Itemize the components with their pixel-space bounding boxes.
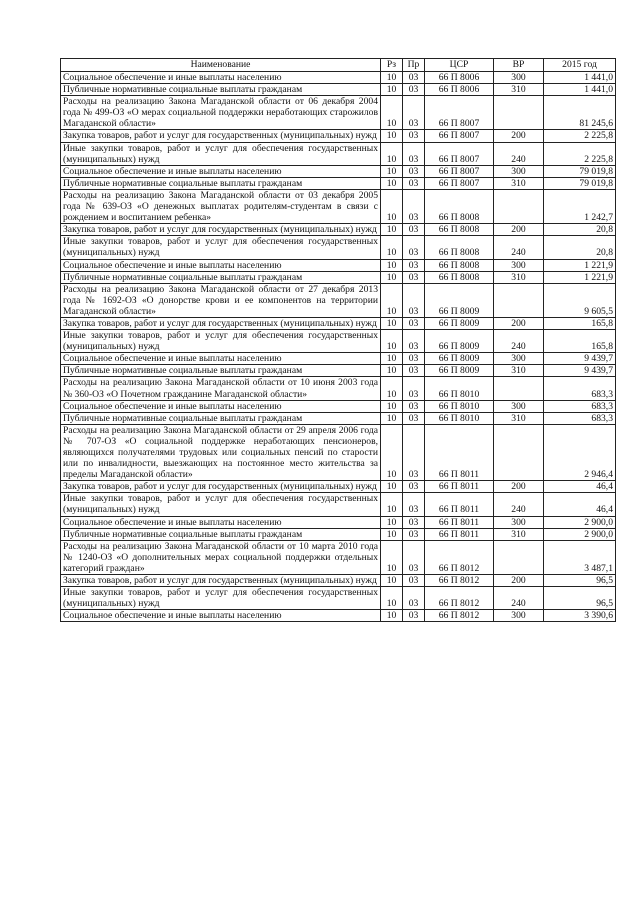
row-rz: 10 bbox=[381, 317, 403, 329]
row-csr: 66 П 8009 bbox=[425, 365, 494, 377]
row-vr: 310 bbox=[494, 84, 544, 96]
row-vr: 310 bbox=[494, 271, 544, 283]
row-amount: 20,8 bbox=[544, 236, 616, 259]
row-name: Публичные нормативные социальные выплаты гражданам bbox=[61, 365, 381, 377]
row-amount: 1 441,0 bbox=[544, 72, 616, 84]
table-row bbox=[61, 259, 616, 271]
row-name: Закупка товаров, работ и услуг для государственных (муниципальных) нужд bbox=[61, 481, 381, 493]
row-pr: 03 bbox=[403, 528, 425, 540]
row-vr: 300 bbox=[494, 259, 544, 271]
row-pr: 03 bbox=[403, 516, 425, 528]
row-name: Социальное обеспечение и иные выплаты населению bbox=[61, 259, 381, 271]
table-body bbox=[61, 72, 616, 622]
row-csr: 66 П 8008 bbox=[425, 236, 494, 259]
table-row bbox=[61, 330, 616, 353]
row-name: Расходы на реализацию Закона Магаданской области от 29 апреля 2006 года № 707-ОЗ «О социальной поддержке неработающих пенсионеров, являющихся получателями трудовых или социальных пенсий по старости или по инвалидности, выезжающих на постоянное место жительства за пределы Магаданской области» bbox=[61, 424, 381, 480]
header-year: 2015 год bbox=[544, 59, 616, 72]
row-csr: 66 П 8009 bbox=[425, 330, 494, 353]
row-amount: 2 225,8 bbox=[544, 142, 616, 165]
row-rz: 10 bbox=[381, 224, 403, 236]
row-vr: 240 bbox=[494, 587, 544, 610]
row-rz: 10 bbox=[381, 283, 403, 317]
row-pr: 03 bbox=[403, 575, 425, 587]
row-name: Публичные нормативные социальные выплаты гражданам bbox=[61, 271, 381, 283]
row-name: Публичные нормативные социальные выплаты гражданам bbox=[61, 412, 381, 424]
row-pr: 03 bbox=[403, 259, 425, 271]
row-amount: 683,3 bbox=[544, 377, 616, 400]
row-amount: 683,3 bbox=[544, 400, 616, 412]
row-name: Иные закупки товаров, работ и услуг для обеспечения государственных (муниципальных) нужд bbox=[61, 236, 381, 259]
row-csr: 66 П 8011 bbox=[425, 481, 494, 493]
row-name: Публичные нормативные социальные выплаты гражданам bbox=[61, 84, 381, 96]
row-csr: 66 П 8009 bbox=[425, 317, 494, 329]
table-row bbox=[61, 377, 616, 400]
row-vr: 200 bbox=[494, 575, 544, 587]
row-amount: 2 946,4 bbox=[544, 424, 616, 480]
table-row bbox=[61, 353, 616, 365]
row-rz: 10 bbox=[381, 271, 403, 283]
row-amount: 3 487,1 bbox=[544, 540, 616, 574]
row-name: Расходы на реализацию Закона Магаданской области от 03 декабря 2005 года № 639-ОЗ «О денежных выплатах родителям-студентам в связи с рождением и воспитанием ребенка» bbox=[61, 189, 381, 223]
row-rz: 10 bbox=[381, 177, 403, 189]
table-row bbox=[61, 236, 616, 259]
row-rz: 10 bbox=[381, 84, 403, 96]
row-amount: 2 900,0 bbox=[544, 516, 616, 528]
row-vr: 310 bbox=[494, 177, 544, 189]
row-pr: 03 bbox=[403, 271, 425, 283]
row-rz: 10 bbox=[381, 424, 403, 480]
budget-table bbox=[60, 58, 616, 622]
header-csr: ЦСР bbox=[425, 59, 494, 72]
table-row bbox=[61, 481, 616, 493]
row-rz: 10 bbox=[381, 493, 403, 516]
row-name: Социальное обеспечение и иные выплаты населению bbox=[61, 400, 381, 412]
table-row bbox=[61, 189, 616, 223]
row-csr: 66 П 8007 bbox=[425, 96, 494, 130]
row-rz: 10 bbox=[381, 377, 403, 400]
table-row bbox=[61, 72, 616, 84]
row-csr: 66 П 8012 bbox=[425, 540, 494, 574]
row-rz: 10 bbox=[381, 610, 403, 622]
row-name: Социальное обеспечение и иные выплаты населению bbox=[61, 516, 381, 528]
table-row bbox=[61, 84, 616, 96]
row-amount: 1 242,7 bbox=[544, 189, 616, 223]
row-name: Социальное обеспечение и иные выплаты населению bbox=[61, 72, 381, 84]
row-pr: 03 bbox=[403, 224, 425, 236]
row-csr: 66 П 8010 bbox=[425, 377, 494, 400]
row-vr: 300 bbox=[494, 353, 544, 365]
row-vr: 300 bbox=[494, 610, 544, 622]
row-name: Иные закупки товаров, работ и услуг для обеспечения государственных (муниципальных) нужд bbox=[61, 330, 381, 353]
table-row bbox=[61, 575, 616, 587]
row-rz: 10 bbox=[381, 72, 403, 84]
row-csr: 66 П 8007 bbox=[425, 142, 494, 165]
row-pr: 03 bbox=[403, 330, 425, 353]
row-vr: 240 bbox=[494, 142, 544, 165]
row-vr: 240 bbox=[494, 330, 544, 353]
row-pr: 03 bbox=[403, 96, 425, 130]
row-pr: 03 bbox=[403, 493, 425, 516]
row-csr: 66 П 8008 bbox=[425, 189, 494, 223]
row-amount: 46,4 bbox=[544, 493, 616, 516]
row-name: Иные закупки товаров, работ и услуг для обеспечения государственных (муниципальных) нужд bbox=[61, 587, 381, 610]
row-pr: 03 bbox=[403, 400, 425, 412]
table-row bbox=[61, 610, 616, 622]
table-row bbox=[61, 283, 616, 317]
table-row bbox=[61, 317, 616, 329]
row-rz: 10 bbox=[381, 412, 403, 424]
row-pr: 03 bbox=[403, 236, 425, 259]
row-csr: 66 П 8008 bbox=[425, 259, 494, 271]
row-name: Иные закупки товаров, работ и услуг для обеспечения государственных (муниципальных) нужд bbox=[61, 142, 381, 165]
row-rz: 10 bbox=[381, 540, 403, 574]
row-csr: 66 П 8006 bbox=[425, 72, 494, 84]
row-rz: 10 bbox=[381, 259, 403, 271]
row-csr: 66 П 8012 bbox=[425, 575, 494, 587]
row-vr: 200 bbox=[494, 130, 544, 142]
header-vr: ВР bbox=[494, 59, 544, 72]
header-pr: Пр bbox=[403, 59, 425, 72]
row-vr: 300 bbox=[494, 400, 544, 412]
row-vr: 200 bbox=[494, 317, 544, 329]
row-name: Публичные нормативные социальные выплаты гражданам bbox=[61, 528, 381, 540]
table-row bbox=[61, 400, 616, 412]
row-csr: 66 П 8006 bbox=[425, 84, 494, 96]
row-rz: 10 bbox=[381, 142, 403, 165]
table-row bbox=[61, 424, 616, 480]
row-pr: 03 bbox=[403, 365, 425, 377]
row-amount: 96,5 bbox=[544, 587, 616, 610]
table-header-row bbox=[61, 59, 616, 72]
row-rz: 10 bbox=[381, 481, 403, 493]
row-pr: 03 bbox=[403, 377, 425, 400]
row-vr bbox=[494, 189, 544, 223]
row-name: Социальное обеспечение и иные выплаты населению bbox=[61, 610, 381, 622]
row-rz: 10 bbox=[381, 330, 403, 353]
row-name: Публичные нормативные социальные выплаты гражданам bbox=[61, 177, 381, 189]
row-csr: 66 П 8008 bbox=[425, 271, 494, 283]
row-pr: 03 bbox=[403, 130, 425, 142]
row-amount: 1 221,9 bbox=[544, 271, 616, 283]
row-amount: 9 439,7 bbox=[544, 365, 616, 377]
row-amount: 165,8 bbox=[544, 330, 616, 353]
row-vr bbox=[494, 377, 544, 400]
table-row bbox=[61, 130, 616, 142]
row-csr: 66 П 8007 bbox=[425, 165, 494, 177]
row-vr bbox=[494, 283, 544, 317]
header-name: Наименование bbox=[61, 59, 381, 72]
row-name: Расходы на реализацию Закона Магаданской области от 10 марта 2010 года № 1240-ОЗ «О дополнительных мерах социальной поддержки отдельных категорий граждан» bbox=[61, 540, 381, 574]
table-row bbox=[61, 142, 616, 165]
row-rz: 10 bbox=[381, 400, 403, 412]
row-pr: 03 bbox=[403, 481, 425, 493]
row-pr: 03 bbox=[403, 353, 425, 365]
table-row bbox=[61, 96, 616, 130]
row-amount: 81 245,6 bbox=[544, 96, 616, 130]
row-vr bbox=[494, 424, 544, 480]
row-name: Иные закупки товаров, работ и услуг для обеспечения государственных (муниципальных) нужд bbox=[61, 493, 381, 516]
row-rz: 10 bbox=[381, 189, 403, 223]
row-csr: 66 П 8008 bbox=[425, 224, 494, 236]
row-amount: 2 900,0 bbox=[544, 528, 616, 540]
table-row bbox=[61, 540, 616, 574]
row-vr: 300 bbox=[494, 165, 544, 177]
row-name: Закупка товаров, работ и услуг для государственных (муниципальных) нужд bbox=[61, 317, 381, 329]
row-pr: 03 bbox=[403, 317, 425, 329]
row-amount: 79 019,8 bbox=[544, 165, 616, 177]
row-name: Закупка товаров, работ и услуг для государственных (муниципальных) нужд bbox=[61, 130, 381, 142]
row-csr: 66 П 8012 bbox=[425, 587, 494, 610]
row-csr: 66 П 8011 bbox=[425, 528, 494, 540]
table-row bbox=[61, 224, 616, 236]
row-csr: 66 П 8009 bbox=[425, 283, 494, 317]
row-vr: 310 bbox=[494, 365, 544, 377]
row-csr: 66 П 8010 bbox=[425, 400, 494, 412]
row-vr: 240 bbox=[494, 236, 544, 259]
row-vr: 310 bbox=[494, 412, 544, 424]
table-row bbox=[61, 516, 616, 528]
row-name: Социальное обеспечение и иные выплаты населению bbox=[61, 353, 381, 365]
row-rz: 10 bbox=[381, 365, 403, 377]
row-vr: 240 bbox=[494, 493, 544, 516]
row-amount: 9 605,5 bbox=[544, 283, 616, 317]
table-row bbox=[61, 165, 616, 177]
row-csr: 66 П 8007 bbox=[425, 177, 494, 189]
row-pr: 03 bbox=[403, 84, 425, 96]
row-name: Закупка товаров, работ и услуг для государственных (муниципальных) нужд bbox=[61, 224, 381, 236]
row-rz: 10 bbox=[381, 516, 403, 528]
row-rz: 10 bbox=[381, 236, 403, 259]
table-row bbox=[61, 365, 616, 377]
row-vr: 300 bbox=[494, 516, 544, 528]
row-pr: 03 bbox=[403, 424, 425, 480]
table-row bbox=[61, 271, 616, 283]
header-rz: Рз bbox=[381, 59, 403, 72]
table-row bbox=[61, 528, 616, 540]
row-pr: 03 bbox=[403, 283, 425, 317]
row-amount: 20,8 bbox=[544, 224, 616, 236]
row-vr: 200 bbox=[494, 481, 544, 493]
row-pr: 03 bbox=[403, 412, 425, 424]
row-csr: 66 П 8011 bbox=[425, 493, 494, 516]
table-row bbox=[61, 493, 616, 516]
row-rz: 10 bbox=[381, 353, 403, 365]
row-csr: 66 П 8009 bbox=[425, 353, 494, 365]
row-name: Расходы на реализацию Закона Магаданской области от 27 декабря 2013 года № 1692-ОЗ «О донорстве крови и ее компонентов на территории Магаданской области» bbox=[61, 283, 381, 317]
row-csr: 66 П 8011 bbox=[425, 424, 494, 480]
row-vr bbox=[494, 540, 544, 574]
row-amount: 683,3 bbox=[544, 412, 616, 424]
row-rz: 10 bbox=[381, 130, 403, 142]
table-row bbox=[61, 177, 616, 189]
row-pr: 03 bbox=[403, 587, 425, 610]
row-amount: 1 221,9 bbox=[544, 259, 616, 271]
row-pr: 03 bbox=[403, 142, 425, 165]
row-rz: 10 bbox=[381, 165, 403, 177]
budget-document bbox=[60, 58, 615, 622]
row-name: Расходы на реализацию Закона Магаданской области от 10 июня 2003 года № 360-ОЗ «О Почетном гражданине Магаданской области» bbox=[61, 377, 381, 400]
row-rz: 10 bbox=[381, 587, 403, 610]
row-pr: 03 bbox=[403, 165, 425, 177]
row-amount: 96,5 bbox=[544, 575, 616, 587]
row-amount: 165,8 bbox=[544, 317, 616, 329]
row-pr: 03 bbox=[403, 72, 425, 84]
row-name: Закупка товаров, работ и услуг для государственных (муниципальных) нужд bbox=[61, 575, 381, 587]
row-amount: 3 390,6 bbox=[544, 610, 616, 622]
row-csr: 66 П 8011 bbox=[425, 516, 494, 528]
row-pr: 03 bbox=[403, 177, 425, 189]
row-amount: 2 225,8 bbox=[544, 130, 616, 142]
row-csr: 66 П 8012 bbox=[425, 610, 494, 622]
row-csr: 66 П 8007 bbox=[425, 130, 494, 142]
row-vr bbox=[494, 96, 544, 130]
row-name: Социальное обеспечение и иные выплаты населению bbox=[61, 165, 381, 177]
row-amount: 1 441,0 bbox=[544, 84, 616, 96]
row-vr: 310 bbox=[494, 528, 544, 540]
row-name: Расходы на реализацию Закона Магаданской области от 06 декабря 2004 года № 499-ОЗ «О мерах социальной поддержки неработающих старожилов Магаданской области» bbox=[61, 96, 381, 130]
row-amount: 79 019,8 bbox=[544, 177, 616, 189]
row-vr: 300 bbox=[494, 72, 544, 84]
row-pr: 03 bbox=[403, 610, 425, 622]
row-vr: 200 bbox=[494, 224, 544, 236]
row-amount: 46,4 bbox=[544, 481, 616, 493]
row-rz: 10 bbox=[381, 575, 403, 587]
table-row bbox=[61, 412, 616, 424]
row-amount: 9 439,7 bbox=[544, 353, 616, 365]
row-rz: 10 bbox=[381, 96, 403, 130]
row-pr: 03 bbox=[403, 189, 425, 223]
row-pr: 03 bbox=[403, 540, 425, 574]
table-row bbox=[61, 587, 616, 610]
row-csr: 66 П 8010 bbox=[425, 412, 494, 424]
row-rz: 10 bbox=[381, 528, 403, 540]
